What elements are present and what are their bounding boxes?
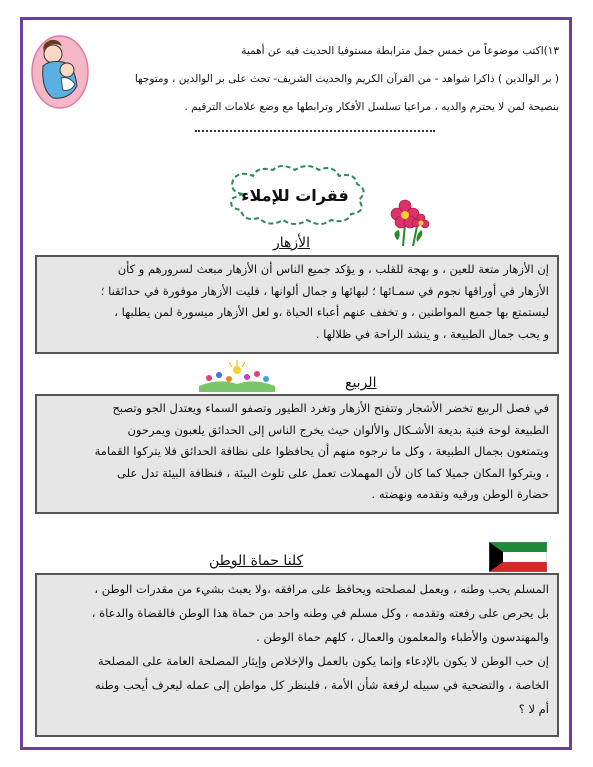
paragraph-line: والمهندسون والأطباء والمعلمون والعمال ، كلهم حماة الوطن . bbox=[256, 630, 549, 644]
flower-icon bbox=[385, 196, 431, 248]
answer-dotted-line bbox=[195, 130, 435, 132]
mother-child-icon bbox=[29, 30, 91, 110]
paragraph-box-spring bbox=[35, 394, 559, 514]
paragraph-line: حضارة الوطن ورقيه وتقدمه ونهضته . bbox=[371, 487, 549, 501]
paragraph-line: ويتمتعون بجمال الطبيعة ، وكل ما نرجوه منهم أن يحافظوا على نظافة الحدائق فلا يتركوا القمامة bbox=[94, 444, 549, 458]
paragraph-line: إن حب الوطن لا يكون بالإدعاء وإنما يكون بالعمل والإخلاص وإيثار المصلحة العامة على المصلحة bbox=[98, 654, 549, 668]
paragraph-heading-flowers: الأزهار bbox=[273, 235, 311, 251]
paragraph-line: ، ويتركوا المكان جميلا كما كان لأن المهملات تعمل على تلوث البيئة ، فنظافة البيئة تدل على bbox=[117, 465, 549, 480]
spring-garden-icon bbox=[199, 358, 275, 392]
question-line-2: ( بر الوالدين ) ذاكرا شواهد - من القرآن الكريم والحديث الشريف- تحث على بر الوالدين ، ومتوجها bbox=[134, 73, 559, 85]
paragraph-line: أم لا ؟ bbox=[518, 702, 549, 716]
paragraph-line: و يحب جمال الطبيعة ، و ينشد الراحة في ظلالها . bbox=[315, 326, 549, 341]
paragraph-line: إن الأزهار متعة للعين ، و بهجة للقلب ، و يؤكد جميع الناس أن الأزهار مبعث لسرورهم و كأن bbox=[117, 262, 549, 276]
paragraph-line: بل يحرص على رفعته وتقدمه ، وكل مسلم في وطنه واحد من حماة هذا الوطن فالقضاة والدعاة ، bbox=[91, 606, 549, 620]
paragraph-line: الطبيعة لوحة فنية بديعة الأشـكال والألوان حيث يخرج الناس إلى الحدائق يلعبون ويمرحون bbox=[127, 422, 549, 437]
question-line-3: بنصيحة لمن لا يحترم والديه ، مراعيا تسلسل الأفكار وترابطها مع وضع علامات الترقيم . bbox=[184, 101, 559, 113]
paragraph-line: في فصل الربيع تخضر الأشجار وتتفتح الأزهار وتغرد الطيور وتصفو السماء ويعتدل الجو وتصبح bbox=[112, 401, 549, 415]
question-line-1: ١٣)اكتب موضوعاً من خمس جمل مترابطة مستوفيا الحديث فيه عن أهمية bbox=[241, 45, 559, 57]
paragraph-heading-homeland: كلنا حماة الوطن bbox=[209, 553, 304, 569]
paragraph-line: الأزهار في أوراقها نجوم في سمـائها ؛ لبهائها و جمال ألوانها ، فليت الأزهار موفورة في حدائقنا ؛ bbox=[100, 283, 549, 298]
paragraph-box-flowers bbox=[35, 255, 559, 354]
paragraph-line: المسلم يحب وطنه ، ويعمل لمصلحته ويحافظ على مرافقه ،ولا يعبث بشيء من مقدرات الوطن ، bbox=[94, 582, 549, 596]
paragraph-line: الخاصة ، والتضحية في سبيله لرفعة شأن الأمة ، فلينظر كل مواطن إلى عمله ليعرف أيحب وطنه bbox=[95, 678, 549, 692]
worksheet-page bbox=[20, 17, 572, 750]
paragraph-line: ليستمتع بها جميع المواطنين ، و تخفف عنهم أعباء الحياة ،و لعل الأزهار ميسورة لمن يطلبها ، bbox=[114, 305, 549, 319]
paragraph-heading-spring: الربيع bbox=[345, 375, 377, 391]
kuwait-flag-icon bbox=[489, 542, 547, 572]
paragraph-box-homeland bbox=[35, 573, 559, 737]
section-title: فقرات للإملاء bbox=[241, 185, 349, 205]
